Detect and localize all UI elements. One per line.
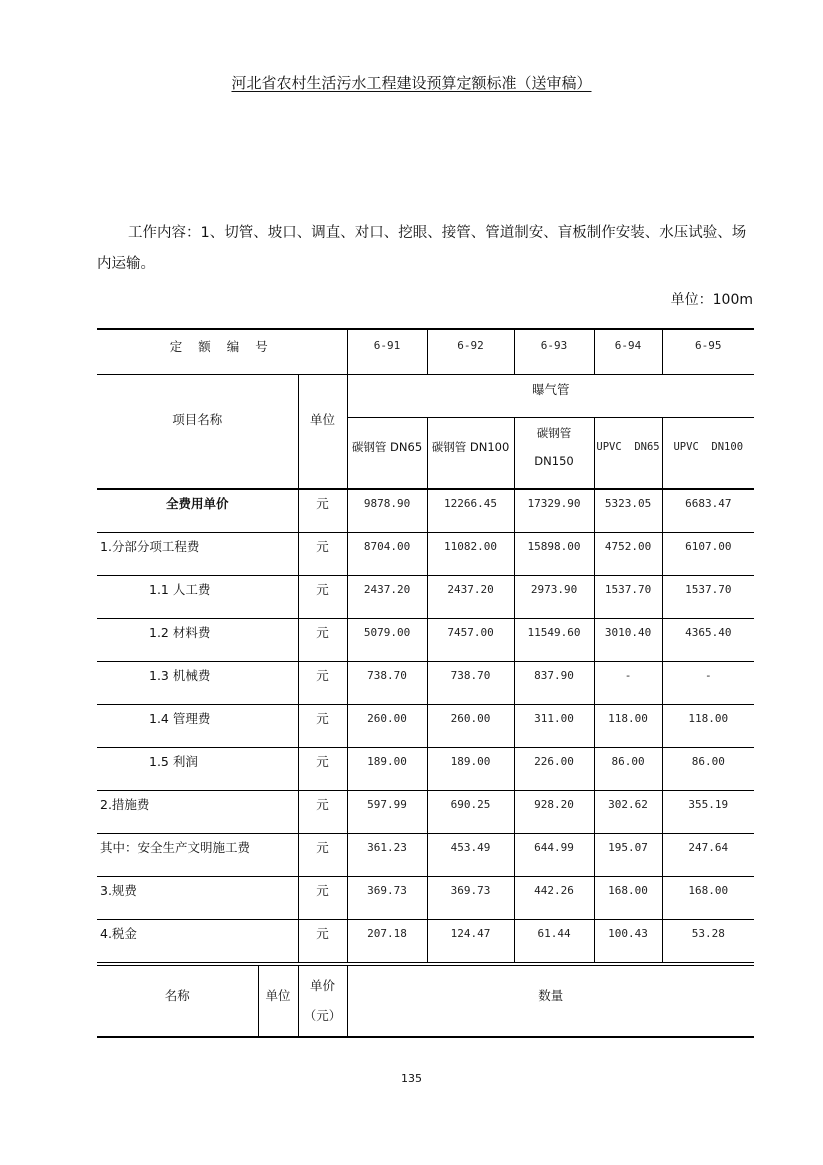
row-value [347,662,427,705]
row-unit [298,791,347,834]
row-value [347,748,427,791]
row-unit-text: 元 [316,539,329,554]
row-name-text: 3.规费 [100,883,137,898]
row-unit-text: 元 [316,840,329,855]
row-value [662,619,754,662]
row-name-text: 2.措施费 [100,797,150,812]
row-value-text: 168.00 [688,883,729,897]
quota-code-text: 6-91 [373,339,401,353]
row-value [662,533,754,576]
resource-table [97,965,754,1038]
row-value-text: 4752.00 [604,539,652,553]
row-value [514,920,594,963]
resource-unit-header-text: 单位 [265,987,291,1003]
row-value-text: 597.99 [367,797,407,811]
row-unit [298,662,347,705]
row-value [514,791,594,834]
quota-code-text: 6-94 [614,339,642,353]
row-value [662,748,754,791]
row-value-text: 260.00 [367,711,407,725]
row-value-text: - [624,668,632,682]
table-row [97,791,754,834]
row-value [594,748,662,791]
row-value-text: 118.00 [688,711,729,725]
row-value-text: 260.00 [450,711,491,725]
table-row [97,662,754,705]
sub-header-text: 碳钢管 DN100 [431,439,510,454]
row-value [594,619,662,662]
row-value [514,748,594,791]
row-value-text: 207.18 [367,926,407,940]
row-value [427,662,514,705]
row-name-text: 全费用单价 [165,496,229,511]
row-value-text: 15898.00 [527,539,581,553]
row-value [662,576,754,619]
row-value-text: 124.47 [450,926,491,940]
row-value-text: 837.90 [534,668,574,682]
resource-unit-header [258,966,298,1037]
quota-table [97,328,754,963]
row-value [427,834,514,877]
row-value-text: 8704.00 [363,539,411,553]
row-unit-text: 元 [316,582,329,597]
resource-price-header [298,966,347,1037]
row-value [514,662,594,705]
quota-code [514,329,594,374]
row-value-text: 442.26 [534,883,574,897]
row-value [427,920,514,963]
row-value-text: 5323.05 [604,496,652,510]
sub-header [514,417,594,489]
row-value-text: 4365.40 [685,625,732,639]
row-name [97,877,298,920]
row-value [514,834,594,877]
sub-header-text: UPVC DN100 [673,440,744,453]
row-value-text: 17329.90 [527,496,581,510]
unit-header [298,374,347,489]
row-value-text: 86.00 [691,754,725,768]
row-value [514,877,594,920]
resource-price-line2: （元） [303,1007,342,1023]
row-value [427,705,514,748]
row-unit [298,489,347,533]
row-unit [298,705,347,748]
row-value-text: 195.07 [608,840,648,854]
row-value-text: 6683.47 [685,496,732,510]
sub-header [662,417,754,489]
table-row [97,920,754,963]
row-value [347,877,427,920]
row-value [347,619,427,662]
row-value-text: 2437.20 [447,582,494,596]
page-number: 135 [401,1072,422,1085]
row-name [97,748,298,791]
document-title [0,72,823,93]
row-unit-text: 元 [316,883,329,898]
row-name-text: 4.税金 [100,926,137,941]
row-value [514,489,594,533]
resource-quantity-header [347,966,754,1037]
unit-header-text: 单位 [310,412,336,428]
sub-header-line1: 碳钢管 [536,425,572,440]
row-value-text: 369.73 [450,883,491,897]
item-name-header [97,374,298,489]
row-value-text: 5079.00 [363,625,411,639]
row-value-text: 738.70 [450,668,491,682]
sub-header-text: 碳钢管 DN65 [351,439,423,454]
row-value [427,619,514,662]
sub-header-text: UPVC DN65 [596,440,660,453]
quota-code [662,329,754,374]
row-unit-text: 元 [316,668,329,683]
row-name [97,489,298,533]
table-row [97,533,754,576]
row-value [514,705,594,748]
quota-code [427,329,514,374]
row-value-text: - [704,668,712,682]
row-unit-text: 元 [316,625,329,640]
row-value [427,489,514,533]
item-name-header-text: 项目名称 [172,412,223,428]
row-value-text: 189.00 [367,754,407,768]
row-name-text: 其中：安全生产文明施工费 [100,840,251,855]
row-value [594,834,662,877]
row-unit [298,576,347,619]
row-value [662,791,754,834]
row-value-text: 453.49 [450,840,491,854]
row-value [662,705,754,748]
row-value-text: 361.23 [367,840,407,854]
row-name [97,705,298,748]
table-row [97,705,754,748]
unit-label: 单位：100m [670,292,753,308]
row-unit-text: 元 [316,711,329,726]
row-value-text: 61.44 [537,926,571,940]
sub-header [427,417,514,489]
quota-code [594,329,662,374]
row-value [594,533,662,576]
row-value-text: 9878.90 [363,496,411,510]
row-name-text: 1.4 管理费 [149,711,211,726]
row-value-text: 7457.00 [447,625,494,639]
row-value [347,920,427,963]
row-value [347,489,427,533]
row-name [97,920,298,963]
row-name [97,533,298,576]
row-value-text: 86.00 [611,754,645,768]
document-title-text: 河北省农村生活污水工程建设预算定额标准（送审稿） [231,74,592,92]
table-row [97,748,754,791]
row-value-text: 690.25 [450,797,491,811]
work-content: 工作内容：1、切管、坡口、调直、对口、挖眼、接管、管道制安、盲板制作安装、水压试验、场内运输。 [97,225,747,272]
row-value [594,920,662,963]
row-value [427,877,514,920]
row-unit [298,834,347,877]
row-value [594,576,662,619]
row-value-text: 168.00 [608,883,648,897]
resource-name-header [97,966,258,1037]
row-value-text: 311.00 [534,711,574,725]
row-value-text: 355.19 [688,797,729,811]
row-value [514,619,594,662]
row-value [662,920,754,963]
row-value [427,791,514,834]
row-value-text: 644.99 [534,840,574,854]
row-value-text: 1537.70 [604,582,652,596]
row-value [594,705,662,748]
quota-code-text: 6-95 [695,339,722,353]
row-value-text: 11082.00 [444,539,497,553]
row-name-text: 1.5 利润 [149,754,198,769]
row-value-text: 369.73 [367,883,407,897]
row-value [594,489,662,533]
quota-code-text: 6-92 [457,339,484,353]
row-value-text: 100.43 [608,926,648,940]
row-value-text: 738.70 [367,668,407,682]
row-value-text: 302.62 [608,797,648,811]
row-value-text: 6107.00 [685,539,732,553]
sub-header [594,417,662,489]
row-value [662,834,754,877]
sub-header-line2: DN150 [534,453,574,468]
row-name-text: 1.2 材料费 [149,625,211,640]
row-unit [298,748,347,791]
row-value-text: 1537.70 [685,582,732,596]
resource-name-header-text: 名称 [164,987,190,1003]
row-value [347,834,427,877]
row-value-text: 12266.45 [444,496,497,510]
row-name [97,576,298,619]
row-name [97,834,298,877]
resource-quantity-header-text: 数量 [538,987,564,1003]
row-value-text: 3010.40 [604,625,652,639]
row-name-text: 1.3 机械费 [149,668,211,683]
quota-code-label-text: 定 额 编 号 [169,338,274,354]
row-value-text: 247.64 [688,840,729,854]
row-unit [298,533,347,576]
row-value [662,662,754,705]
row-unit-text: 元 [316,797,329,812]
row-value-text: 189.00 [450,754,491,768]
table-row [97,834,754,877]
row-unit [298,877,347,920]
row-name [97,662,298,705]
quota-code-label [97,329,347,374]
row-value-text: 53.28 [691,926,725,940]
row-value [514,576,594,619]
group-header-text: 曝气管 [532,381,570,397]
resource-price-line1: 单价 [309,977,335,993]
table-row [97,619,754,662]
row-unit [298,619,347,662]
row-unit-text: 元 [316,496,329,511]
row-value [347,533,427,576]
row-value [347,705,427,748]
row-value [427,533,514,576]
row-value-text: 11549.60 [527,625,581,639]
row-value-text: 928.20 [534,797,574,811]
row-value [662,877,754,920]
table-row-total [97,489,754,533]
row-value [662,489,754,533]
row-value-text: 2973.90 [530,582,578,596]
row-name [97,791,298,834]
row-value [514,533,594,576]
sub-header [347,417,427,489]
row-unit-text: 元 [316,926,329,941]
group-header-row [97,374,754,417]
resource-header-row [97,966,754,1037]
row-name [97,619,298,662]
row-unit-text: 元 [316,754,329,769]
row-value [594,877,662,920]
row-value [427,748,514,791]
row-value [427,576,514,619]
row-name-text: 1.分部分项工程费 [100,539,200,554]
row-value-text: 226.00 [534,754,574,768]
row-name-text: 1.1 人工费 [149,582,211,597]
quota-code-row [97,329,754,374]
table-row [97,576,754,619]
table-row [97,877,754,920]
row-value [594,662,662,705]
row-value-text: 2437.20 [363,582,411,596]
row-value-text: 118.00 [608,711,648,725]
quota-code-text: 6-93 [540,339,568,353]
row-value [594,791,662,834]
row-value [347,576,427,619]
row-value [347,791,427,834]
quota-code [347,329,427,374]
row-unit [298,920,347,963]
group-header [347,374,754,417]
